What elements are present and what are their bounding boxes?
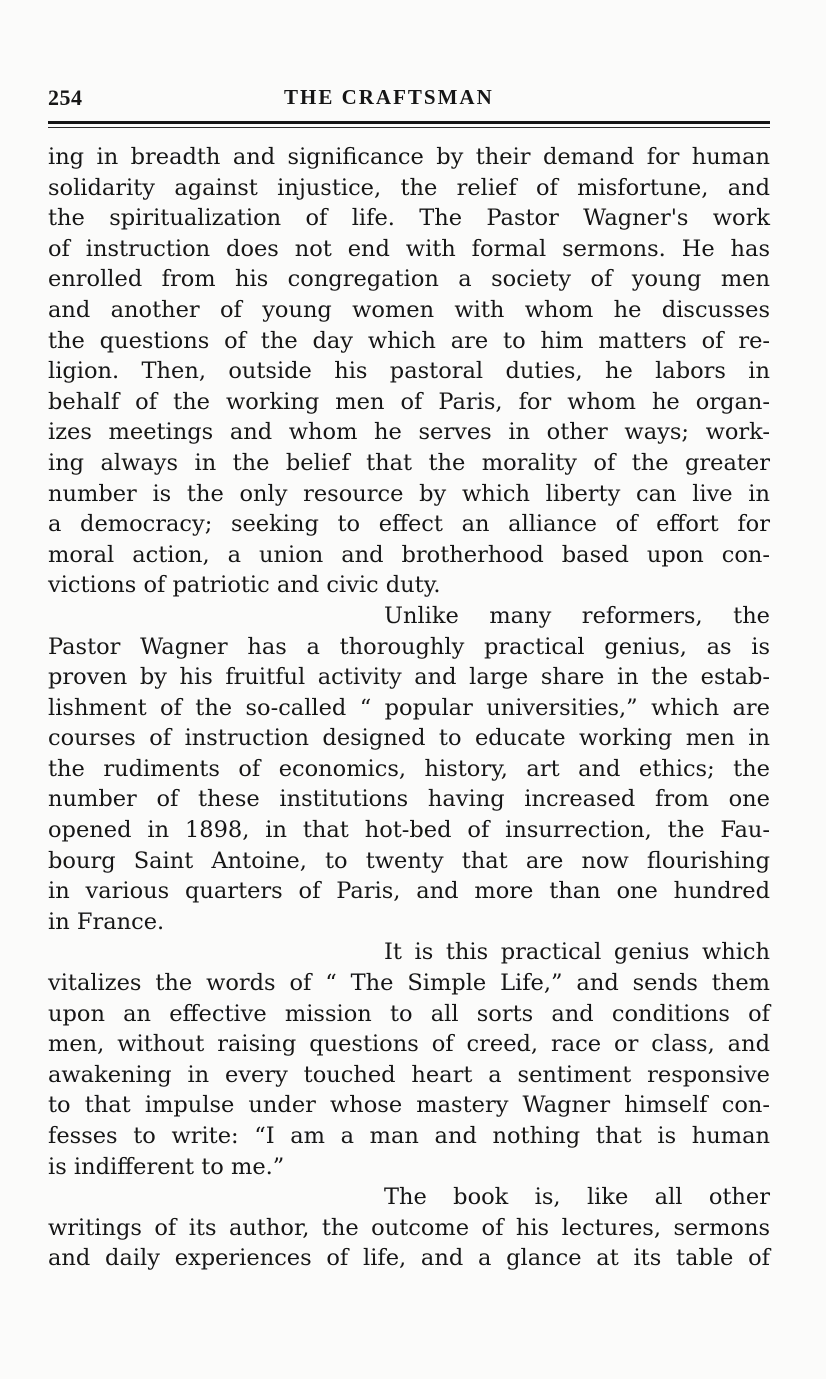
text-line: Pastor Wagner has a thoroughly practical genius, as is	[48, 633, 770, 660]
paragraph	[48, 142, 770, 601]
header-rule	[48, 121, 770, 124]
text-line: and another of young women with whom he discusses	[48, 296, 770, 323]
text-line: is indifferent to me.”	[48, 1153, 285, 1180]
text-line: The book is, like all other	[384, 1184, 770, 1211]
text-line: in various quarters of Paris, and more than one hundred	[48, 878, 770, 905]
text-line: moral action, a union and brotherhood based upon con-	[48, 541, 770, 568]
text-line: number of these institutions having increased from one	[48, 786, 770, 813]
running-title: THE CRAFTSMAN	[284, 85, 494, 109]
text-line: vitalizes the words of “ The Simple Life,” and sends them	[48, 970, 770, 997]
text-line: proven by his fruitful activity and large share in the estab-	[48, 664, 770, 691]
paragraph	[48, 937, 770, 1182]
text-line: ing in breadth and significance by their demand for human	[48, 144, 770, 170]
text-line: lishment of the so-called “ popular universities,” which are	[48, 694, 770, 721]
text-line: of instruction does not end with formal sermons. He has	[48, 235, 770, 262]
text-line: behalf of the working men of Paris, for whom he organ-	[48, 388, 770, 415]
paragraph	[48, 1182, 770, 1274]
book-page	[48, 76, 770, 1272]
text-line: bourg Saint Antoine, to twenty that are now flourishing	[48, 847, 770, 874]
text-line: courses of instruction designed to educate working men in	[48, 725, 770, 752]
text-line: upon an effective mission to all sorts and conditions of	[48, 1000, 770, 1027]
text-line: ing always in the belief that the morality of the greater	[48, 449, 770, 476]
text-line: to that impulse under whose mastery Wagner himself con-	[48, 1092, 770, 1119]
header-rule-thin	[48, 127, 770, 128]
text-line: izes meetings and whom he serves in other ways; work-	[48, 419, 770, 446]
text-line: writings of its author, the outcome of his lectures, sermons	[48, 1214, 770, 1241]
text-line: the spiritualization of life. The Pastor Wagner's work	[48, 205, 770, 232]
text-line: It is this practical genius which	[384, 939, 770, 966]
text-line: ligion. Then, outside his pastoral duties, he labors in	[48, 358, 770, 385]
text-line: in France.	[48, 908, 165, 935]
body-text	[48, 142, 770, 1274]
page-number: 254	[48, 85, 83, 110]
text-line: and daily experiences of life, and a glance at its table of	[48, 1245, 770, 1272]
text-line: men, without raising questions of creed, race or class, and	[48, 1031, 770, 1058]
text-line: number is the only resource by which liberty can live in	[48, 480, 770, 507]
text-line: opened in 1898, in that hot-bed of insurrection, the Fau-	[48, 817, 770, 844]
text-line: Unlike many reformers, the	[384, 602, 770, 629]
text-line: enrolled from his congregation a society of young men	[48, 266, 770, 293]
paragraph	[48, 601, 770, 938]
text-line: awakening in every touched heart a sentiment responsive	[48, 1061, 770, 1088]
text-line: victions of patriotic and civic duty.	[48, 572, 441, 599]
page-header	[48, 76, 770, 112]
text-line: a democracy; seeking to effect an alliance of effort for	[48, 511, 770, 538]
text-line: solidarity against injustice, the relief of misfortune, and	[48, 174, 770, 201]
text-line: the questions of the day which are to him matters of re-	[48, 327, 770, 354]
text-line: fesses to write: “I am a man and nothing that is human	[48, 1123, 770, 1149]
text-line: the rudiments of economics, history, art and ethics; the	[48, 755, 770, 782]
